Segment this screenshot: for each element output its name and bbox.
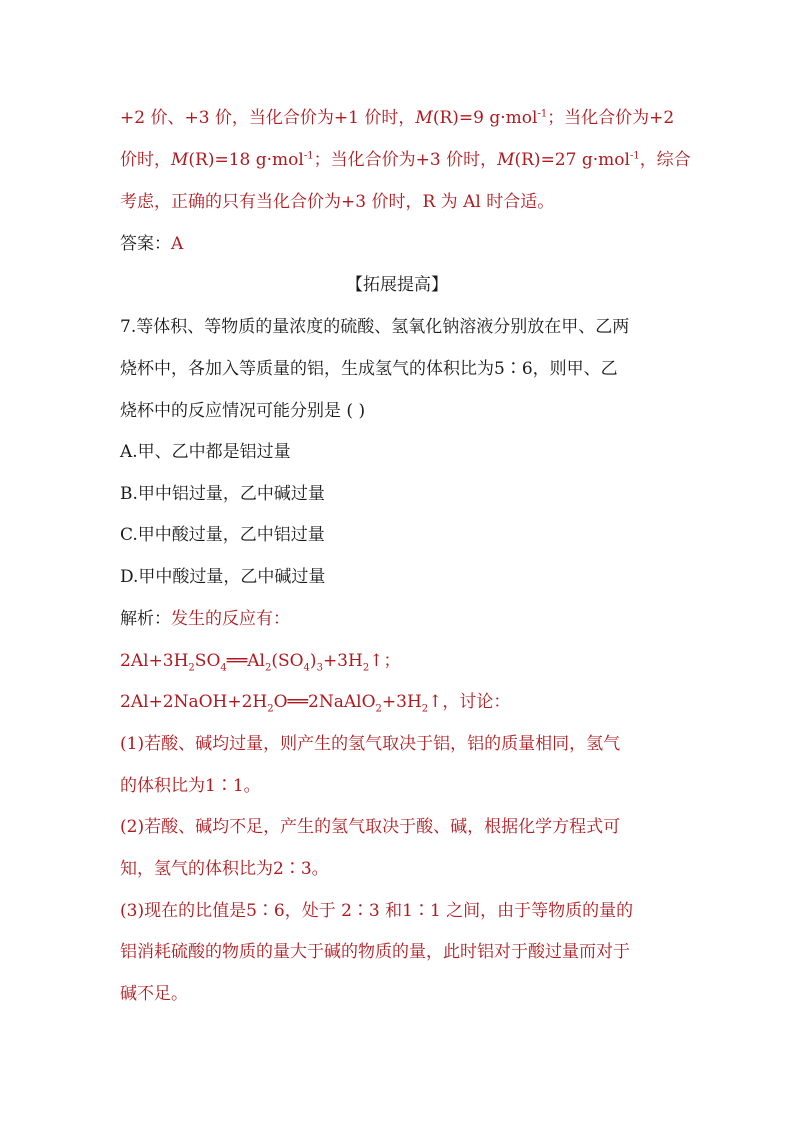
section-heading: 【拓展提高】 — [346, 275, 448, 295]
answer-line — [120, 232, 680, 256]
case-3-line-2: 铝消耗硫酸的物质的量大于碱的物质的量，此时铝对于酸过量而对于 — [120, 942, 630, 962]
answer-label: 答案： — [120, 234, 171, 254]
option-a: A.甲、乙中都是铝过量 — [120, 442, 291, 462]
equation-2: $2Al+2NaOH+2H_2O══2NaAlO_2+3H_2↑$，讨论： — [120, 692, 511, 715]
case-2-line-1: (2)若酸、碱均不足，产生的氢气取决于酸、碱，根据化学方程式可 — [120, 817, 621, 837]
case-3-line-1: (3)现在的比值是5∶6，处于 2∶3 和1∶1 之间，由于等物质的量的 — [120, 901, 634, 921]
option-d: D.甲中酸过量，乙中碱过量 — [120, 567, 326, 587]
analysis-label: 解析： — [120, 609, 171, 629]
explanation-line-1: +2 价、+3 价，当化合价为+1 价时，M(R)=9 g·mol$^{-1}$；当化合价为+2 — [120, 108, 675, 128]
option-b: B.甲中铝过量，乙中碱过量 — [120, 484, 325, 504]
analysis-line — [120, 607, 680, 631]
analysis-value: 发生的反应有： — [171, 609, 290, 629]
case-1-line-2: 的体积比为1∶1。 — [120, 776, 261, 796]
question-line-2: 烧杯中，各加入等质量的铝，生成氢气的体积比为5∶6，则甲、乙 — [120, 359, 618, 379]
case-3-line-3: 碱不足。 — [120, 984, 188, 1004]
case-1-line-1: (1)若酸、碱均过量，则产生的氢气取决于铝，铝的质量相同，氢气 — [120, 734, 621, 754]
answer-value: A — [171, 234, 184, 254]
case-2-line-2: 知，氢气的体积比为2∶3。 — [120, 859, 329, 879]
equation-1: $2Al+3H_2SO_4══Al_2(SO_4)_3+3H_2↑$； — [120, 651, 401, 674]
explanation-line-2: 价时，M(R)=18 g·mol$^{-1}$；当化合价为+3 价时，M(R)=27 g·mol$^{-1}$，综合 — [120, 150, 691, 170]
option-c: C.甲中酸过量，乙中铝过量 — [120, 525, 325, 545]
question-line-3: 烧杯中的反应情况可能分别是 ( ) — [120, 401, 366, 421]
explanation-line-3: 考虑，正确的只有当化合价为+3 价时，R 为 Al 时合适。 — [120, 192, 555, 212]
question-line-1: 7.等体积、等物质的量浓度的硫酸、氢氧化钠溶液分别放在甲、乙两 — [120, 317, 630, 337]
